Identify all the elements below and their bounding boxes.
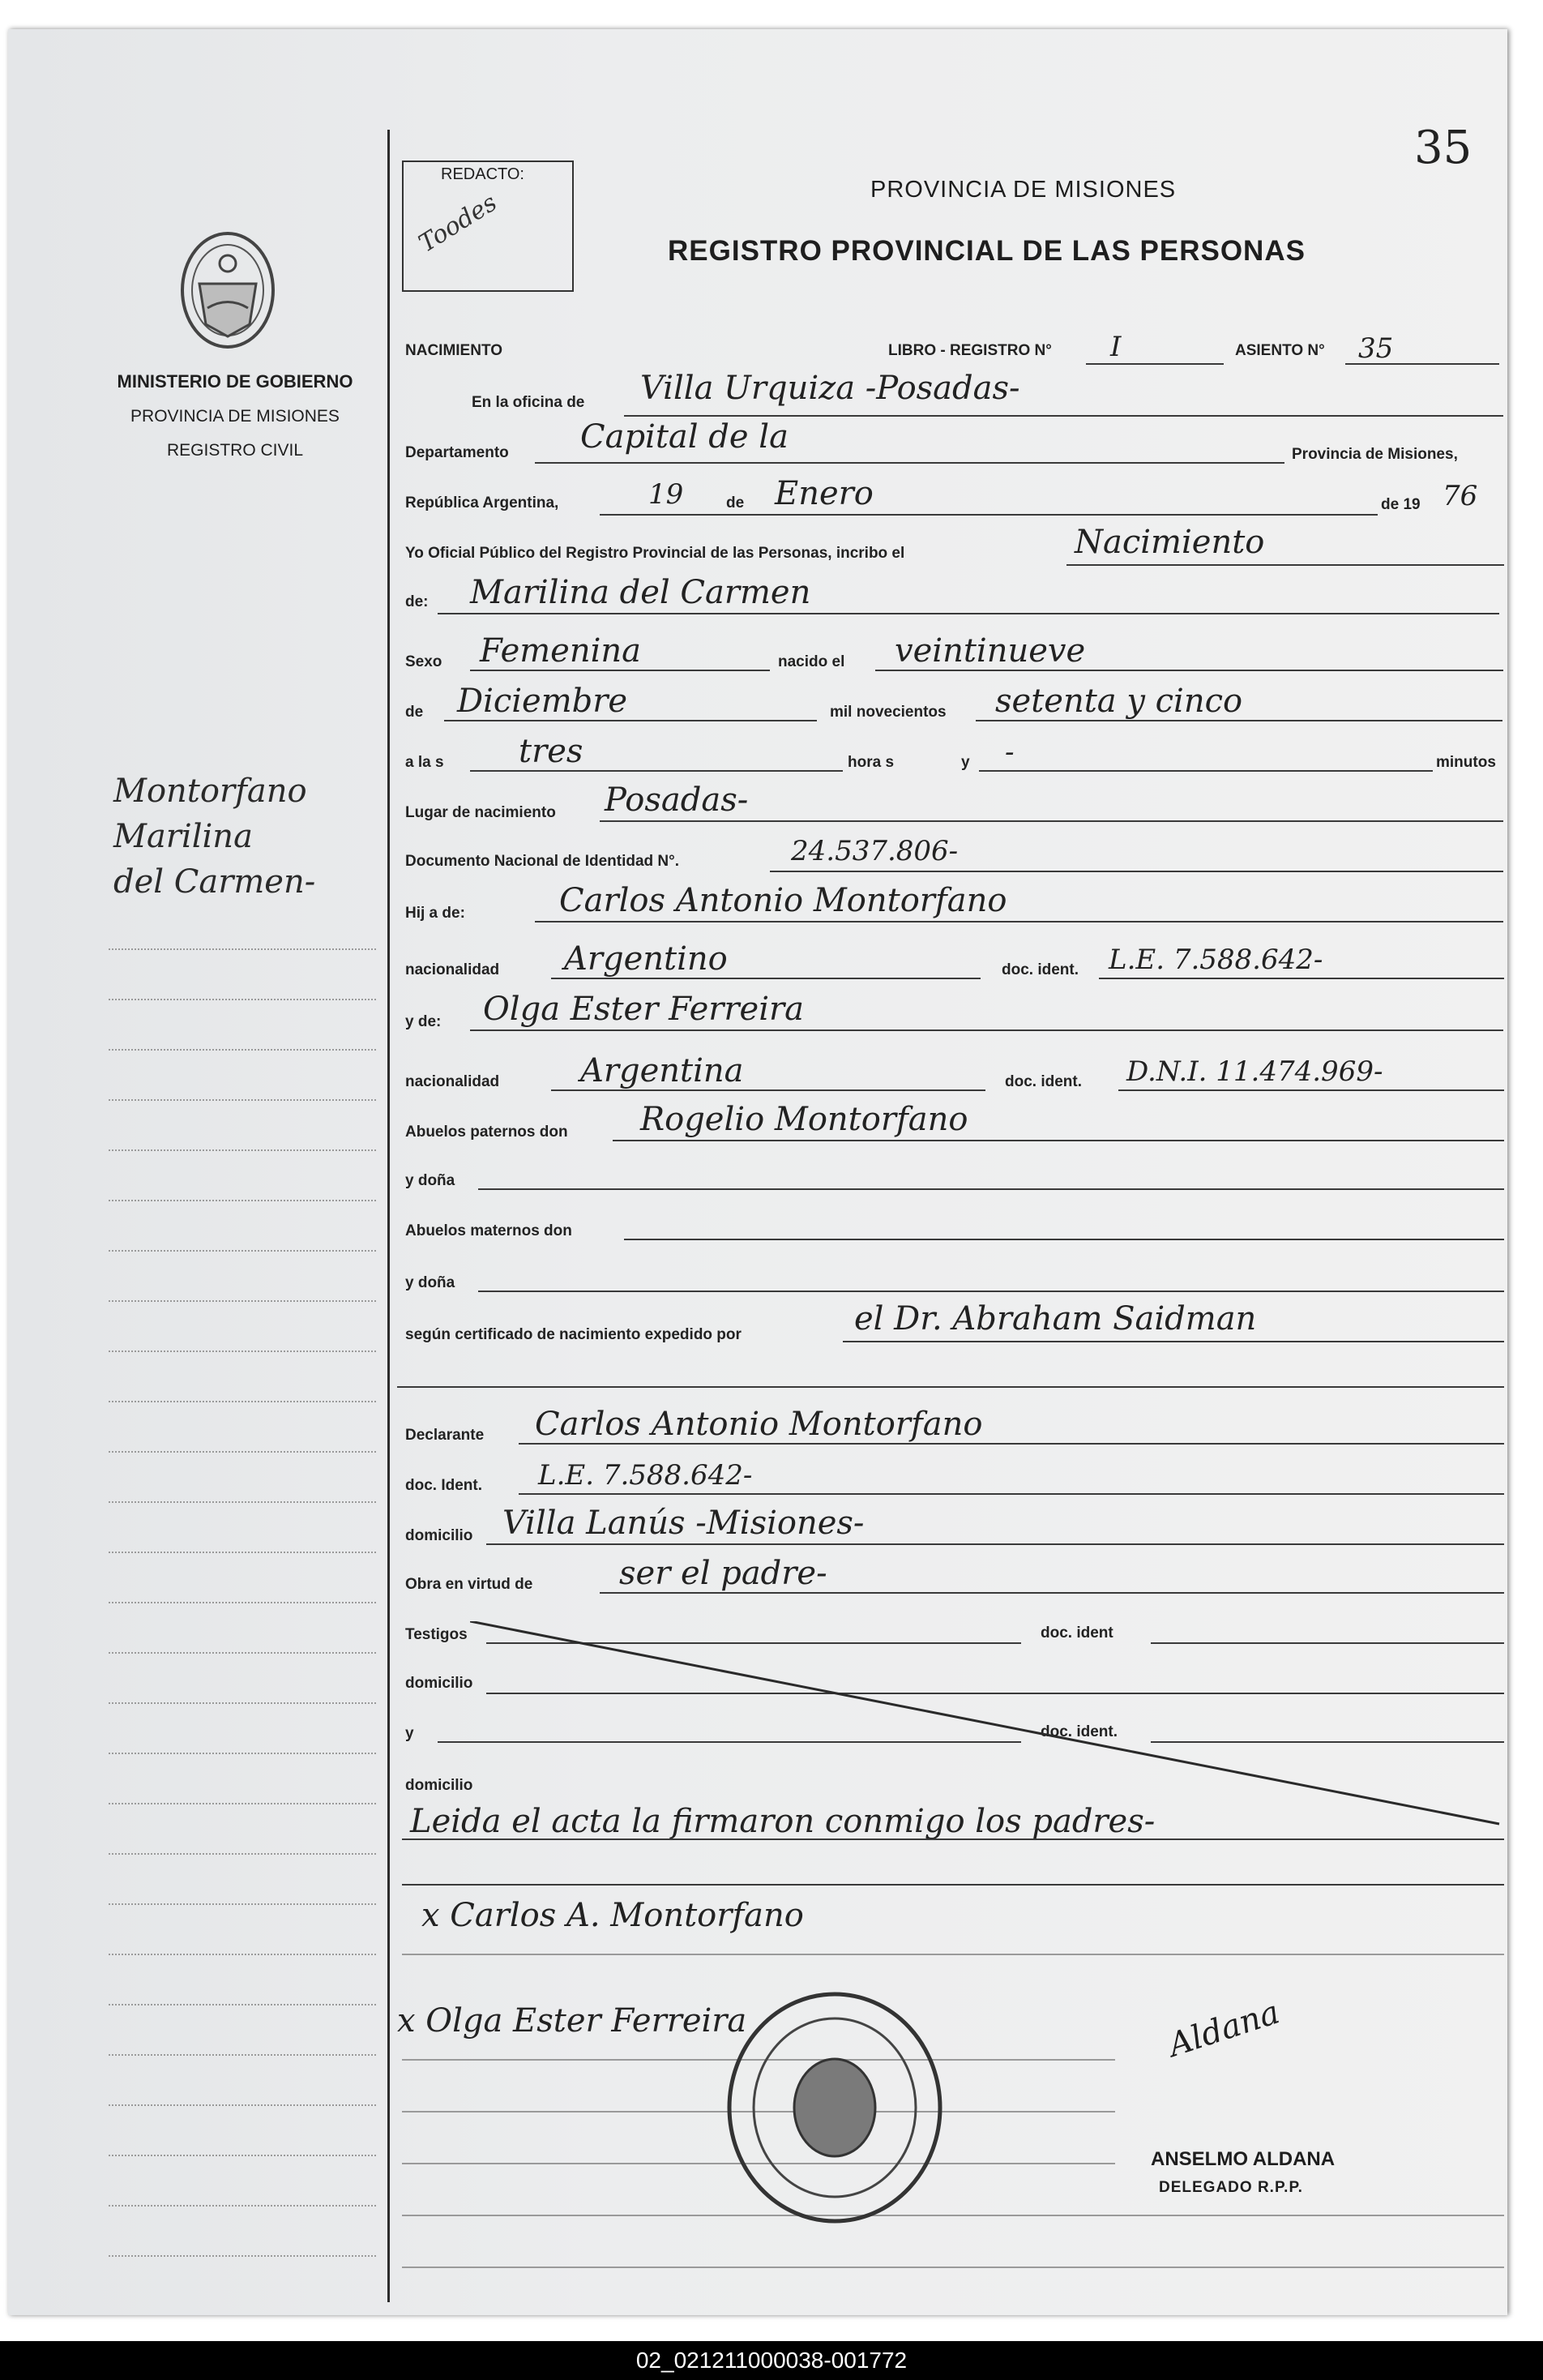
margin-dotted-line <box>109 948 376 950</box>
lugar-label: Lugar de nacimiento <box>405 804 556 821</box>
docident-label-2: doc. ident. <box>1005 1073 1082 1090</box>
de-label: de <box>726 494 745 512</box>
margin-dotted-line <box>109 2205 376 2207</box>
margin-dotted-line <box>109 1954 376 1955</box>
abuelos-maternos-label: Abuelos maternos don <box>405 1222 572 1239</box>
doc-padre-rule <box>1099 978 1504 979</box>
page-number: 35 <box>1414 122 1472 174</box>
section-divider <box>397 1386 1504 1388</box>
margin-dotted-line <box>109 1049 376 1051</box>
abuelos-paternos-rule <box>613 1140 1504 1141</box>
oficina-label: En la oficina de <box>472 394 585 411</box>
abuelos-paternos-label: Abuelos paternos don <box>405 1124 568 1141</box>
domicilio-rule <box>486 1543 1504 1545</box>
padre-value: Carlos Antonio Montorfano <box>559 882 1007 919</box>
margin-dotted-line <box>109 1200 376 1201</box>
de-nombre-label: de: <box>405 593 429 610</box>
margin-dotted-line <box>109 2255 376 2257</box>
blank-rule <box>402 1954 1504 1955</box>
anio-label: de 19 <box>1381 496 1421 513</box>
de2-label: de <box>405 704 424 721</box>
libro-value: I <box>1110 331 1122 363</box>
doc-madre-value: D.N.I. 11.474.969- <box>1126 1055 1383 1088</box>
obra-rule <box>600 1592 1504 1594</box>
margin-dotted-line <box>109 1602 376 1603</box>
registry-title: REGISTRO PROVINCIAL DE LAS PERSONAS <box>668 235 1306 267</box>
coat-of-arms-icon <box>175 227 280 357</box>
blank-rule <box>402 1884 1504 1886</box>
doc-declarante-rule <box>519 1493 1504 1495</box>
doc-padre-value: L.E. 7.588.642- <box>1109 944 1323 976</box>
lugar-rule <box>600 820 1503 822</box>
nacionalidad-label: nacionalidad <box>405 961 500 978</box>
margin-dotted-line <box>109 1351 376 1352</box>
nacimiento-label: NACIMIENTO <box>405 342 502 359</box>
abuelo-paterno-value: Rogelio Montorfano <box>640 1101 968 1138</box>
hora-value: tres <box>519 733 583 770</box>
domicilio-label-2: domicilio <box>405 1675 473 1692</box>
minutos-label: minutos <box>1436 754 1496 771</box>
docident-label: doc. ident. <box>1002 961 1079 978</box>
blank-rule <box>402 2267 1504 2268</box>
domicilio-label: domicilio <box>405 1527 473 1544</box>
province-subheading: PROVINCIA DE MISIONES <box>130 407 340 426</box>
declarante-rule <box>519 1443 1504 1445</box>
oficina-value: Villa Urquiza -Posadas- <box>640 370 1020 407</box>
testigos-label: Testigos <box>405 1626 468 1643</box>
strike-through-line <box>470 1621 1515 1832</box>
margin-dotted-line <box>109 1300 376 1302</box>
certificado-rule <box>843 1341 1504 1342</box>
official-role: DELEGADO R.P.P. <box>1159 2179 1303 2196</box>
libro-rule <box>1086 363 1224 365</box>
fecha-rule <box>600 514 1378 516</box>
madre-value: Olga Ester Ferreira <box>483 991 804 1028</box>
margin-dotted-line <box>109 1501 376 1503</box>
minutos-value: - <box>1005 736 1015 768</box>
margin-dotted-line <box>109 1853 376 1855</box>
domicilio-label-3: domicilio <box>405 1777 473 1794</box>
lugar-value: Posadas- <box>605 781 749 819</box>
y-label-2: y <box>405 1725 414 1742</box>
leida-rule <box>402 1839 1504 1840</box>
nacido-value: veintinueve <box>895 632 1086 670</box>
province-title: PROVINCIA DE MISIONES <box>870 177 1177 203</box>
oficial-rule <box>1066 564 1504 566</box>
abuela-paterna-rule <box>478 1188 1504 1190</box>
margin-dotted-line <box>109 1903 376 1905</box>
mes-value: Enero <box>775 475 874 512</box>
caption-bar <box>0 2341 1543 2380</box>
oficial-value: Nacimiento <box>1075 524 1265 561</box>
official-stamp-icon <box>713 1986 956 2229</box>
nombre-value: Marilina del Carmen <box>470 574 811 611</box>
certificado-label: según certificado de nacimiento expedido por <box>405 1326 742 1343</box>
nac-madre-rule <box>551 1089 985 1091</box>
nac-madre-value: Argentina <box>580 1052 744 1089</box>
obra-value: ser el padre- <box>619 1555 827 1592</box>
obra-label: Obra en virtud de <box>405 1576 533 1593</box>
dni-rule <box>770 871 1503 872</box>
margin-dotted-line <box>109 2155 376 2156</box>
nacido-rule <box>875 670 1503 671</box>
nombre-rule <box>438 613 1499 614</box>
sexo-rule <box>470 670 770 671</box>
nacionalidad-label-2: nacionalidad <box>405 1073 500 1090</box>
margin-note-line: del Carmen- <box>113 863 316 901</box>
padre-rule <box>535 921 1503 922</box>
margin-dotted-line <box>109 2054 376 2056</box>
declarante-value: Carlos Antonio Montorfano <box>535 1406 983 1443</box>
mil-label: mil novecientos <box>830 704 947 721</box>
horas-label: hora s <box>848 754 895 771</box>
redacto-label: REDACTO: <box>441 165 524 183</box>
departamento-value: Capital de la <box>580 418 789 456</box>
ministry-heading: MINISTERIO DE GOBIERNO <box>117 371 353 392</box>
yde-label: y de: <box>405 1013 442 1030</box>
margin-dotted-line <box>109 2104 376 2106</box>
margin-dotted-line <box>109 1803 376 1804</box>
minutos-rule <box>979 770 1433 772</box>
margin-dotted-line <box>109 2004 376 2005</box>
firma-padre: x Carlos A. Montorfano <box>421 1897 804 1934</box>
republica-label: República Argentina, <box>405 494 559 512</box>
doc-declarante-value: L.E. 7.588.642- <box>538 1459 753 1492</box>
margin-rule <box>387 130 390 2302</box>
dni-label: Documento Nacional de Identidad N°. <box>405 853 680 870</box>
hora-prefix: a la s <box>405 754 444 771</box>
declarante-label: Declarante <box>405 1427 485 1444</box>
doc-ident-label-4: doc. ident. <box>1041 1723 1118 1740</box>
margin-dotted-line <box>109 1401 376 1402</box>
margin-dotted-line <box>109 1099 376 1101</box>
mes-nac-rule <box>444 720 817 721</box>
certificado-value: el Dr. Abraham Saidman <box>854 1300 1257 1338</box>
firma-madre: x Olga Ester Ferreira <box>397 2002 747 2040</box>
redacto-signature: Toodes <box>413 188 502 259</box>
abuelos-maternos-rule <box>624 1239 1504 1240</box>
official-signature: Aldana <box>1164 1993 1284 2065</box>
caption-text: 02_021211000038-001772 <box>635 2348 908 2373</box>
oficina-rule <box>624 415 1503 417</box>
abuela-materna-rule <box>478 1291 1504 1292</box>
madre-rule <box>470 1029 1503 1031</box>
nacido-label: nacido el <box>778 653 845 670</box>
anio-value: 76 <box>1443 480 1478 512</box>
leida-value: Leida el acta la firmaron conmigo los padres- <box>410 1803 1156 1840</box>
sexo-value: Femenina <box>480 632 642 670</box>
domicilio-value: Villa Lanús -Misiones- <box>502 1505 865 1542</box>
doc-ident-label-3: doc. ident <box>1041 1624 1113 1642</box>
doc-madre-rule <box>1118 1089 1504 1091</box>
mil-rule <box>976 720 1502 721</box>
mil-value: setenta y cinco <box>995 683 1243 720</box>
civil-registry-subheading: REGISTRO CIVIL <box>166 441 304 460</box>
margin-dotted-line <box>109 1552 376 1553</box>
official-name: ANSELMO ALDANA <box>1151 2148 1336 2170</box>
margin-dotted-line <box>109 1451 376 1453</box>
hijo-label: Hij a de: <box>405 905 465 922</box>
nac-padre-rule <box>551 978 981 979</box>
dia-value: 19 <box>648 478 684 511</box>
margin-note-line: Montorfano <box>113 773 307 810</box>
y-dona-label: y doña <box>405 1172 455 1189</box>
margin-dotted-line <box>109 1753 376 1754</box>
margin-dotted-line <box>109 1149 376 1151</box>
dni-value: 24.537.806- <box>791 835 959 867</box>
margin-dotted-line <box>109 1250 376 1252</box>
margin-note-line: Marilina <box>113 818 253 855</box>
libro-label: LIBRO - REGISTRO N° <box>888 342 1052 359</box>
doc-ident-label: doc. Ident. <box>405 1477 482 1494</box>
sexo-label: Sexo <box>405 653 442 670</box>
y-label: y <box>961 754 970 771</box>
oficial-text: Yo Oficial Público del Registro Provincial de las Personas, incribo el <box>405 545 905 562</box>
mes-nac-value: Diciembre <box>457 683 628 720</box>
provincia-suffix: Provincia de Misiones, <box>1292 446 1458 463</box>
nac-padre-value: Argentino <box>564 940 728 978</box>
hora-rule <box>470 770 843 772</box>
asiento-value: 35 <box>1358 332 1394 365</box>
margin-dotted-line <box>109 1652 376 1654</box>
y-dona-label-2: y doña <box>405 1274 455 1291</box>
departamento-label: Departamento <box>405 444 509 461</box>
margin-note <box>113 768 315 905</box>
margin-dotted-line <box>109 1702 376 1704</box>
margin-dotted-line <box>109 999 376 1000</box>
asiento-label: ASIENTO N° <box>1235 342 1325 359</box>
asiento-rule <box>1345 363 1499 365</box>
departamento-rule <box>535 462 1284 464</box>
